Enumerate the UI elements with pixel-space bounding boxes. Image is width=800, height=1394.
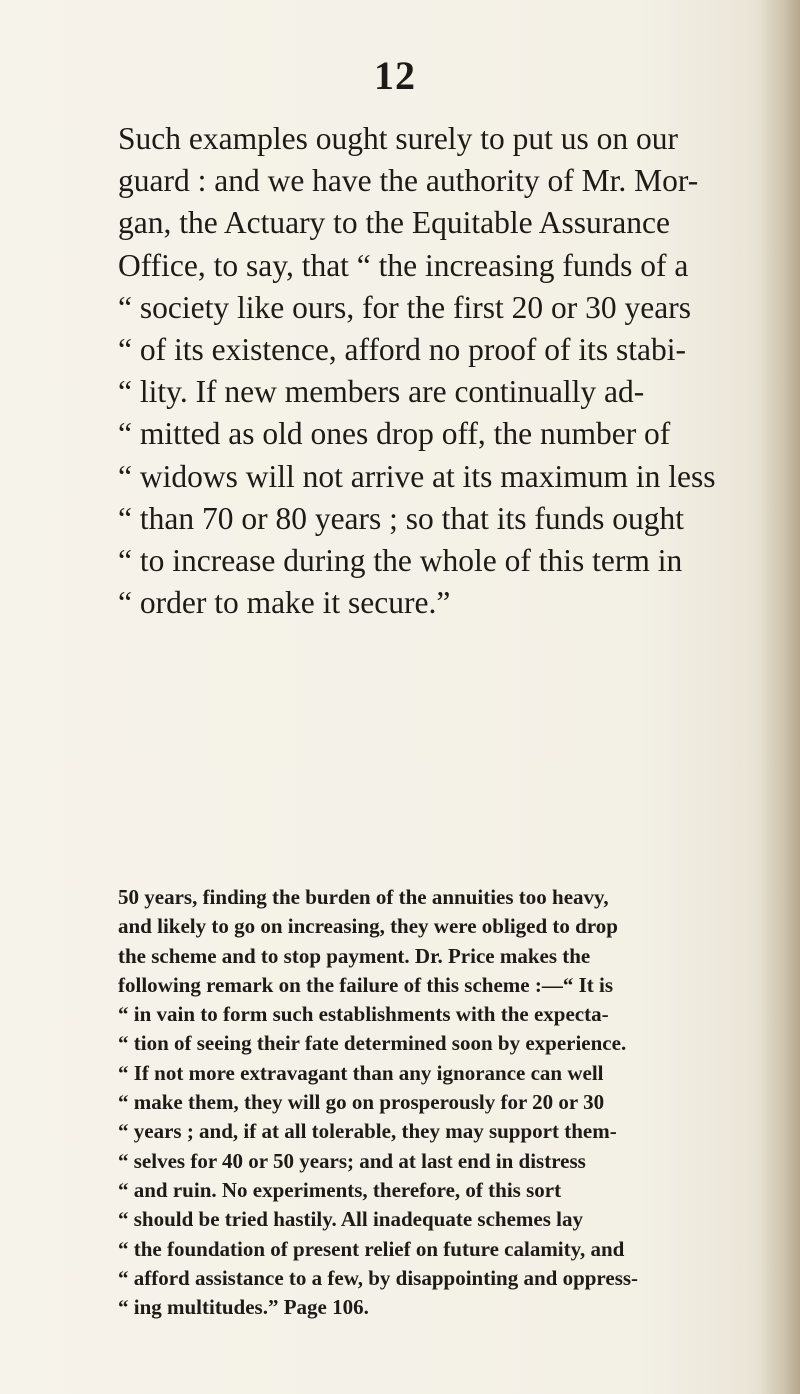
footnote-line: “ make them, they will go on prosperously for 20 or 30 <box>118 1090 605 1115</box>
footnote-line: “ and ruin. No experiments, therefore, of this sort <box>118 1177 562 1202</box>
footnote-line: “ tion of seeing their fate determined soon by experience. <box>118 1031 627 1056</box>
footnote-line: “ in vain to form such establishments with the expecta- <box>118 1002 609 1027</box>
main-text-line: “ of its existence, afford no proof of its stabi- <box>118 331 687 367</box>
footnote-line: 50 years, finding the burden of the annuities too heavy, <box>118 885 609 909</box>
footnote-line: the scheme and to stop payment. Dr. Price makes the <box>118 943 591 968</box>
main-text-line: “ society like ours, for the first 20 or 30 years <box>118 289 691 325</box>
main-text-line: Such examples ought surely to put us on our <box>118 121 678 156</box>
footnote-line: “ afford assistance to a few, by disappointing and oppress- <box>118 1265 639 1290</box>
footnote-line: “ ing multitudes.” Page 106. <box>118 1295 369 1320</box>
footnote-line: “ selves for 40 or 50 years; and at last end in distress <box>118 1148 586 1173</box>
page-number: 12 <box>374 53 416 98</box>
main-paragraph <box>118 118 768 624</box>
main-text-line: “ lity. If new members are continually ad- <box>118 374 645 410</box>
main-text-line: “ widows will not arrive at its maximum in less <box>118 458 716 494</box>
main-text-line: gan, the Actuary to the Equitable Assurance <box>118 205 670 241</box>
main-text-line: “ mitted as old ones drop off, the number of <box>118 416 671 452</box>
footnote-line: “ years ; and, if at all tolerable, they may support them- <box>118 1119 617 1144</box>
footnote-line: “ If not more extravagant than any ignorance can well <box>118 1060 604 1085</box>
footnote-line: “ should be tried hastily. All inadequate schemes lay <box>118 1207 583 1232</box>
main-text-line: “ to increase during the whole of this term in <box>118 542 683 578</box>
footnote-line: and likely to go on increasing, they were obliged to drop <box>118 914 618 939</box>
footnote-line: “ the foundation of present relief on future calamity, and <box>118 1236 625 1261</box>
main-text-line: “ order to make it secure.” <box>118 585 451 621</box>
main-text-line: guard : and we have the authority of Mr. Mor- <box>118 163 699 199</box>
footnote <box>118 883 778 1322</box>
footnote-line: following remark on the failure of this scheme :—“ It is <box>118 972 614 997</box>
main-text-line: Office, to say, that “ the increasing funds of a <box>118 247 689 283</box>
main-text-line: “ than 70 or 80 years ; so that its funds ought <box>118 500 685 536</box>
